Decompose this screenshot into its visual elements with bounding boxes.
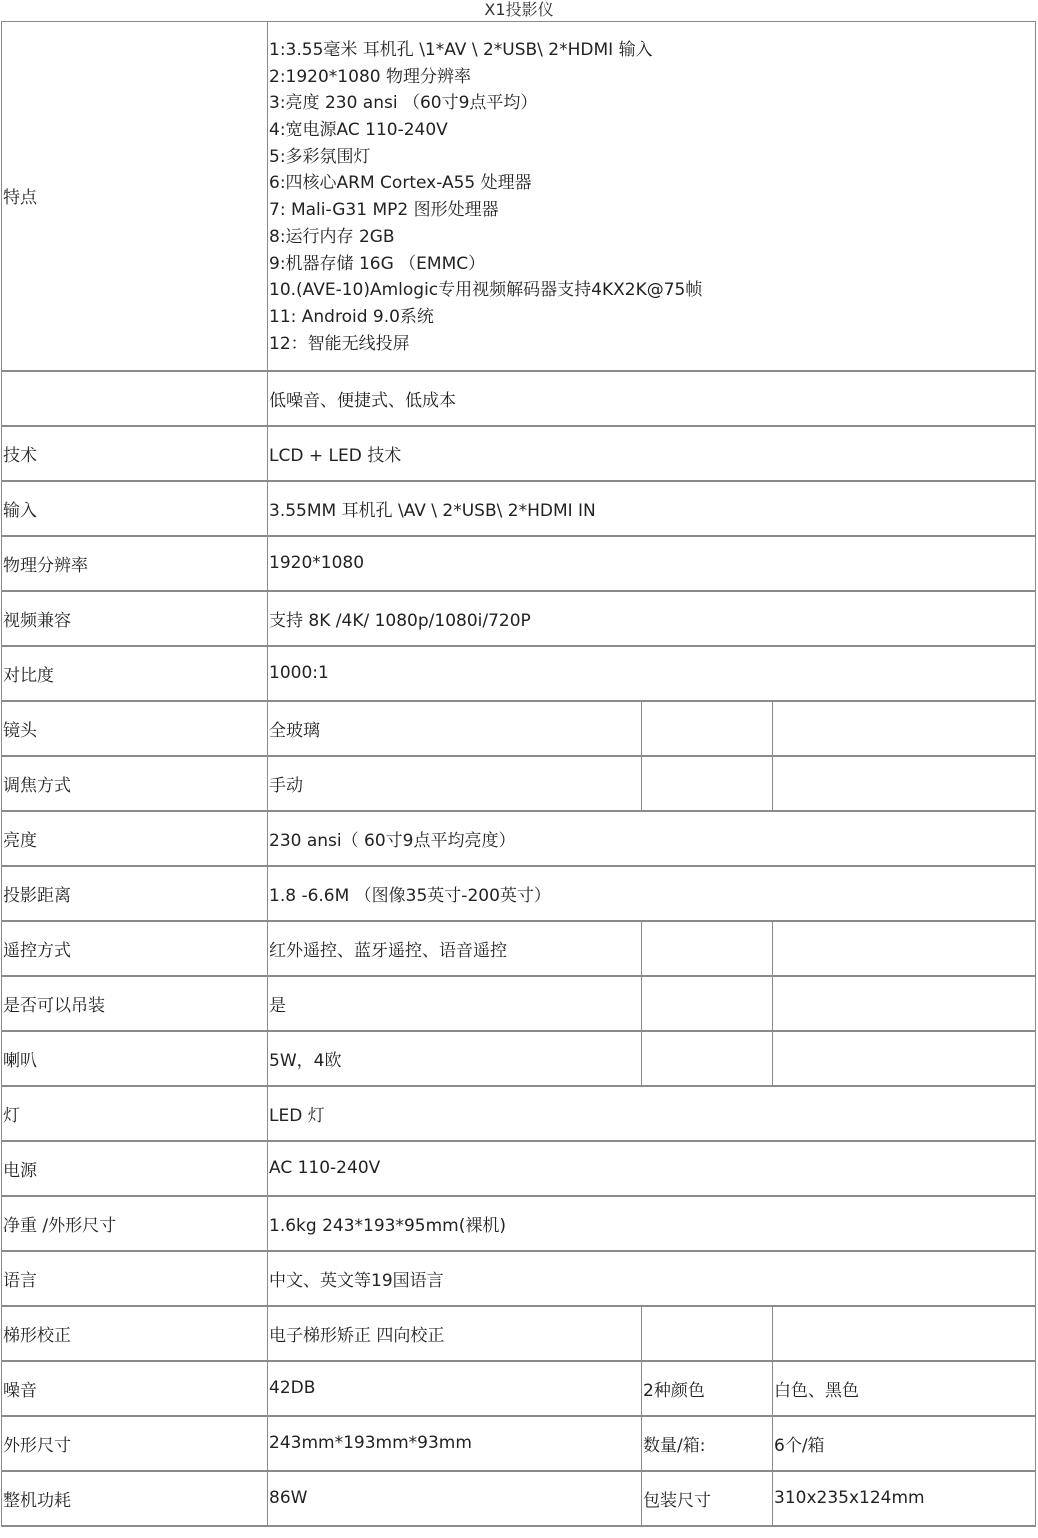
spec-extra-value: 6个/箱 bbox=[773, 1416, 1036, 1471]
spec-label: 技术 bbox=[2, 426, 268, 481]
features-list bbox=[268, 22, 1036, 371]
spec-extra-value: 白色、黑色 bbox=[773, 1361, 1036, 1416]
spec-extra-label bbox=[642, 976, 773, 1031]
spec-value: 手动 bbox=[268, 756, 642, 811]
spec-label: 镜头 bbox=[2, 701, 268, 756]
spec-value: 1920*1080 bbox=[268, 536, 1036, 591]
feature-item: 4:宽电源AC 110-240V bbox=[269, 120, 448, 141]
spec-value: LED 灯 bbox=[268, 1086, 1036, 1141]
spec-value: 1.6kg 243*193*95mm(裸机) bbox=[268, 1196, 1036, 1251]
spec-label: 投影距离 bbox=[2, 866, 268, 921]
spec-label: 喇叭 bbox=[2, 1031, 268, 1086]
spec-label: 整机功耗 bbox=[2, 1471, 268, 1526]
spec-label: 调焦方式 bbox=[2, 756, 268, 811]
spec-value: 中文、英文等19国语言 bbox=[268, 1251, 1036, 1306]
spec-extra-label: 数量/箱: bbox=[642, 1416, 773, 1471]
spec-extra-label bbox=[642, 1031, 773, 1086]
spec-extra-value bbox=[773, 976, 1036, 1031]
spec-extra-label bbox=[642, 921, 773, 976]
spec-extra-value bbox=[773, 756, 1036, 811]
spec-value: LCD + LED 技术 bbox=[268, 426, 1036, 481]
spec-label: 电源 bbox=[2, 1141, 268, 1196]
spec-value: 1000:1 bbox=[268, 646, 1036, 701]
spec-row-focus bbox=[2, 756, 1036, 811]
spec-value: 230 ansi（ 60寸9点平均亮度） bbox=[268, 811, 1036, 866]
feature-item: 8:运行内存 2GB bbox=[269, 226, 395, 247]
spec-extra-value bbox=[773, 701, 1036, 756]
spec-label: 对比度 bbox=[2, 646, 268, 701]
highlights-value: 低噪音、便捷式、低成本 bbox=[268, 371, 1036, 426]
spec-label: 物理分辨率 bbox=[2, 536, 268, 591]
highlights-row bbox=[2, 371, 1036, 426]
spec-table bbox=[1, 21, 1036, 1527]
feature-item: 12：智能无线投屏 bbox=[269, 333, 410, 354]
spec-row-dimensions bbox=[2, 1416, 1036, 1471]
spec-extra-label: 包装尺寸 bbox=[642, 1471, 773, 1526]
highlights-label bbox=[2, 371, 268, 426]
spec-value: 全玻璃 bbox=[268, 701, 642, 756]
spec-label: 输入 bbox=[2, 481, 268, 536]
spec-row-weight-size bbox=[2, 1196, 1036, 1251]
spec-extra-label: 2种颜色 bbox=[642, 1361, 773, 1416]
spec-label: 语言 bbox=[2, 1251, 268, 1306]
spec-row-speaker bbox=[2, 1031, 1036, 1086]
spec-label: 外形尺寸 bbox=[2, 1416, 268, 1471]
spec-row-input bbox=[2, 481, 1036, 536]
spec-extra-value bbox=[773, 1031, 1036, 1086]
spec-value: 5W，4欧 bbox=[268, 1031, 642, 1086]
feature-item: 6:四核心ARM Cortex-A55 处理器 bbox=[269, 173, 532, 194]
spec-extra-label bbox=[642, 701, 773, 756]
spec-row-technology bbox=[2, 426, 1036, 481]
spec-value: 电子梯形矫正 四向校正 bbox=[268, 1306, 642, 1361]
feature-item: 1:3.55毫米 耳机孔 \1*AV \ 2*USB\ 2*HDMI 输入 bbox=[269, 40, 653, 60]
spec-label: 是否可以吊装 bbox=[2, 976, 268, 1031]
spec-extra-value bbox=[773, 921, 1036, 976]
feature-item: 2:1920*1080 物理分辨率 bbox=[269, 66, 471, 87]
spec-label: 净重 /外形尺寸 bbox=[2, 1196, 268, 1251]
feature-item: 5:多彩氛围灯 bbox=[269, 146, 371, 167]
spec-extra-value bbox=[773, 1306, 1036, 1361]
spec-row-resolution bbox=[2, 536, 1036, 591]
spec-label: 噪音 bbox=[2, 1361, 268, 1416]
document-title: X1投影仪 bbox=[484, 0, 554, 19]
spec-extra-label bbox=[642, 756, 773, 811]
spec-row-video-compat bbox=[2, 591, 1036, 646]
spec-value: 243mm*193mm*93mm bbox=[268, 1416, 642, 1471]
spec-extra-value: 310x235x124mm bbox=[773, 1471, 1036, 1526]
spec-row-contrast bbox=[2, 646, 1036, 701]
spec-row-lens bbox=[2, 701, 1036, 756]
spec-row-noise bbox=[2, 1361, 1036, 1416]
spec-value: 86W bbox=[268, 1471, 642, 1526]
feature-item: 10.(AVE-10)Amlogic专用视频解码器支持4KX2K@75帧 bbox=[269, 280, 703, 301]
spec-label: 亮度 bbox=[2, 811, 268, 866]
spec-value: 支持 8K /4K/ 1080p/1080i/720P bbox=[268, 591, 1036, 646]
spec-label: 梯形校正 bbox=[2, 1306, 268, 1361]
spec-row-power bbox=[2, 1141, 1036, 1196]
spec-value: AC 110-240V bbox=[268, 1141, 1036, 1196]
spec-label: 遥控方式 bbox=[2, 921, 268, 976]
features-label: 特点 bbox=[2, 22, 268, 371]
spec-value: 1.8 -6.6M （图像35英寸-200英寸） bbox=[268, 866, 1036, 921]
feature-item: 3:亮度 230 ansi （60寸9点平均） bbox=[269, 93, 538, 114]
spec-value: 42DB bbox=[268, 1361, 642, 1416]
spec-row-throw-distance bbox=[2, 866, 1036, 921]
spec-row-remote bbox=[2, 921, 1036, 976]
spec-extra-label bbox=[642, 1306, 773, 1361]
feature-item: 9:机器存储 16G （EMMC） bbox=[269, 253, 486, 274]
feature-item: 11: Android 9.0系统 bbox=[269, 306, 434, 327]
spec-row-lamp bbox=[2, 1086, 1036, 1141]
spec-label: 灯 bbox=[2, 1086, 268, 1141]
spec-value: 红外遥控、蓝牙遥控、语音遥控 bbox=[268, 921, 642, 976]
features-row bbox=[2, 22, 1036, 371]
feature-item: 7: Mali-G31 MP2 图形处理器 bbox=[269, 200, 499, 221]
spec-value: 3.55MM 耳机孔 \AV \ 2*USB\ 2*HDMI IN bbox=[268, 481, 1036, 536]
spec-row-keystone bbox=[2, 1306, 1036, 1361]
spec-row-brightness bbox=[2, 811, 1036, 866]
spec-value: 是 bbox=[268, 976, 642, 1031]
spec-row-language bbox=[2, 1251, 1036, 1306]
spec-row-power-consumption bbox=[2, 1471, 1036, 1526]
spec-label: 视频兼容 bbox=[2, 591, 268, 646]
spec-row-ceiling-mount bbox=[2, 976, 1036, 1031]
